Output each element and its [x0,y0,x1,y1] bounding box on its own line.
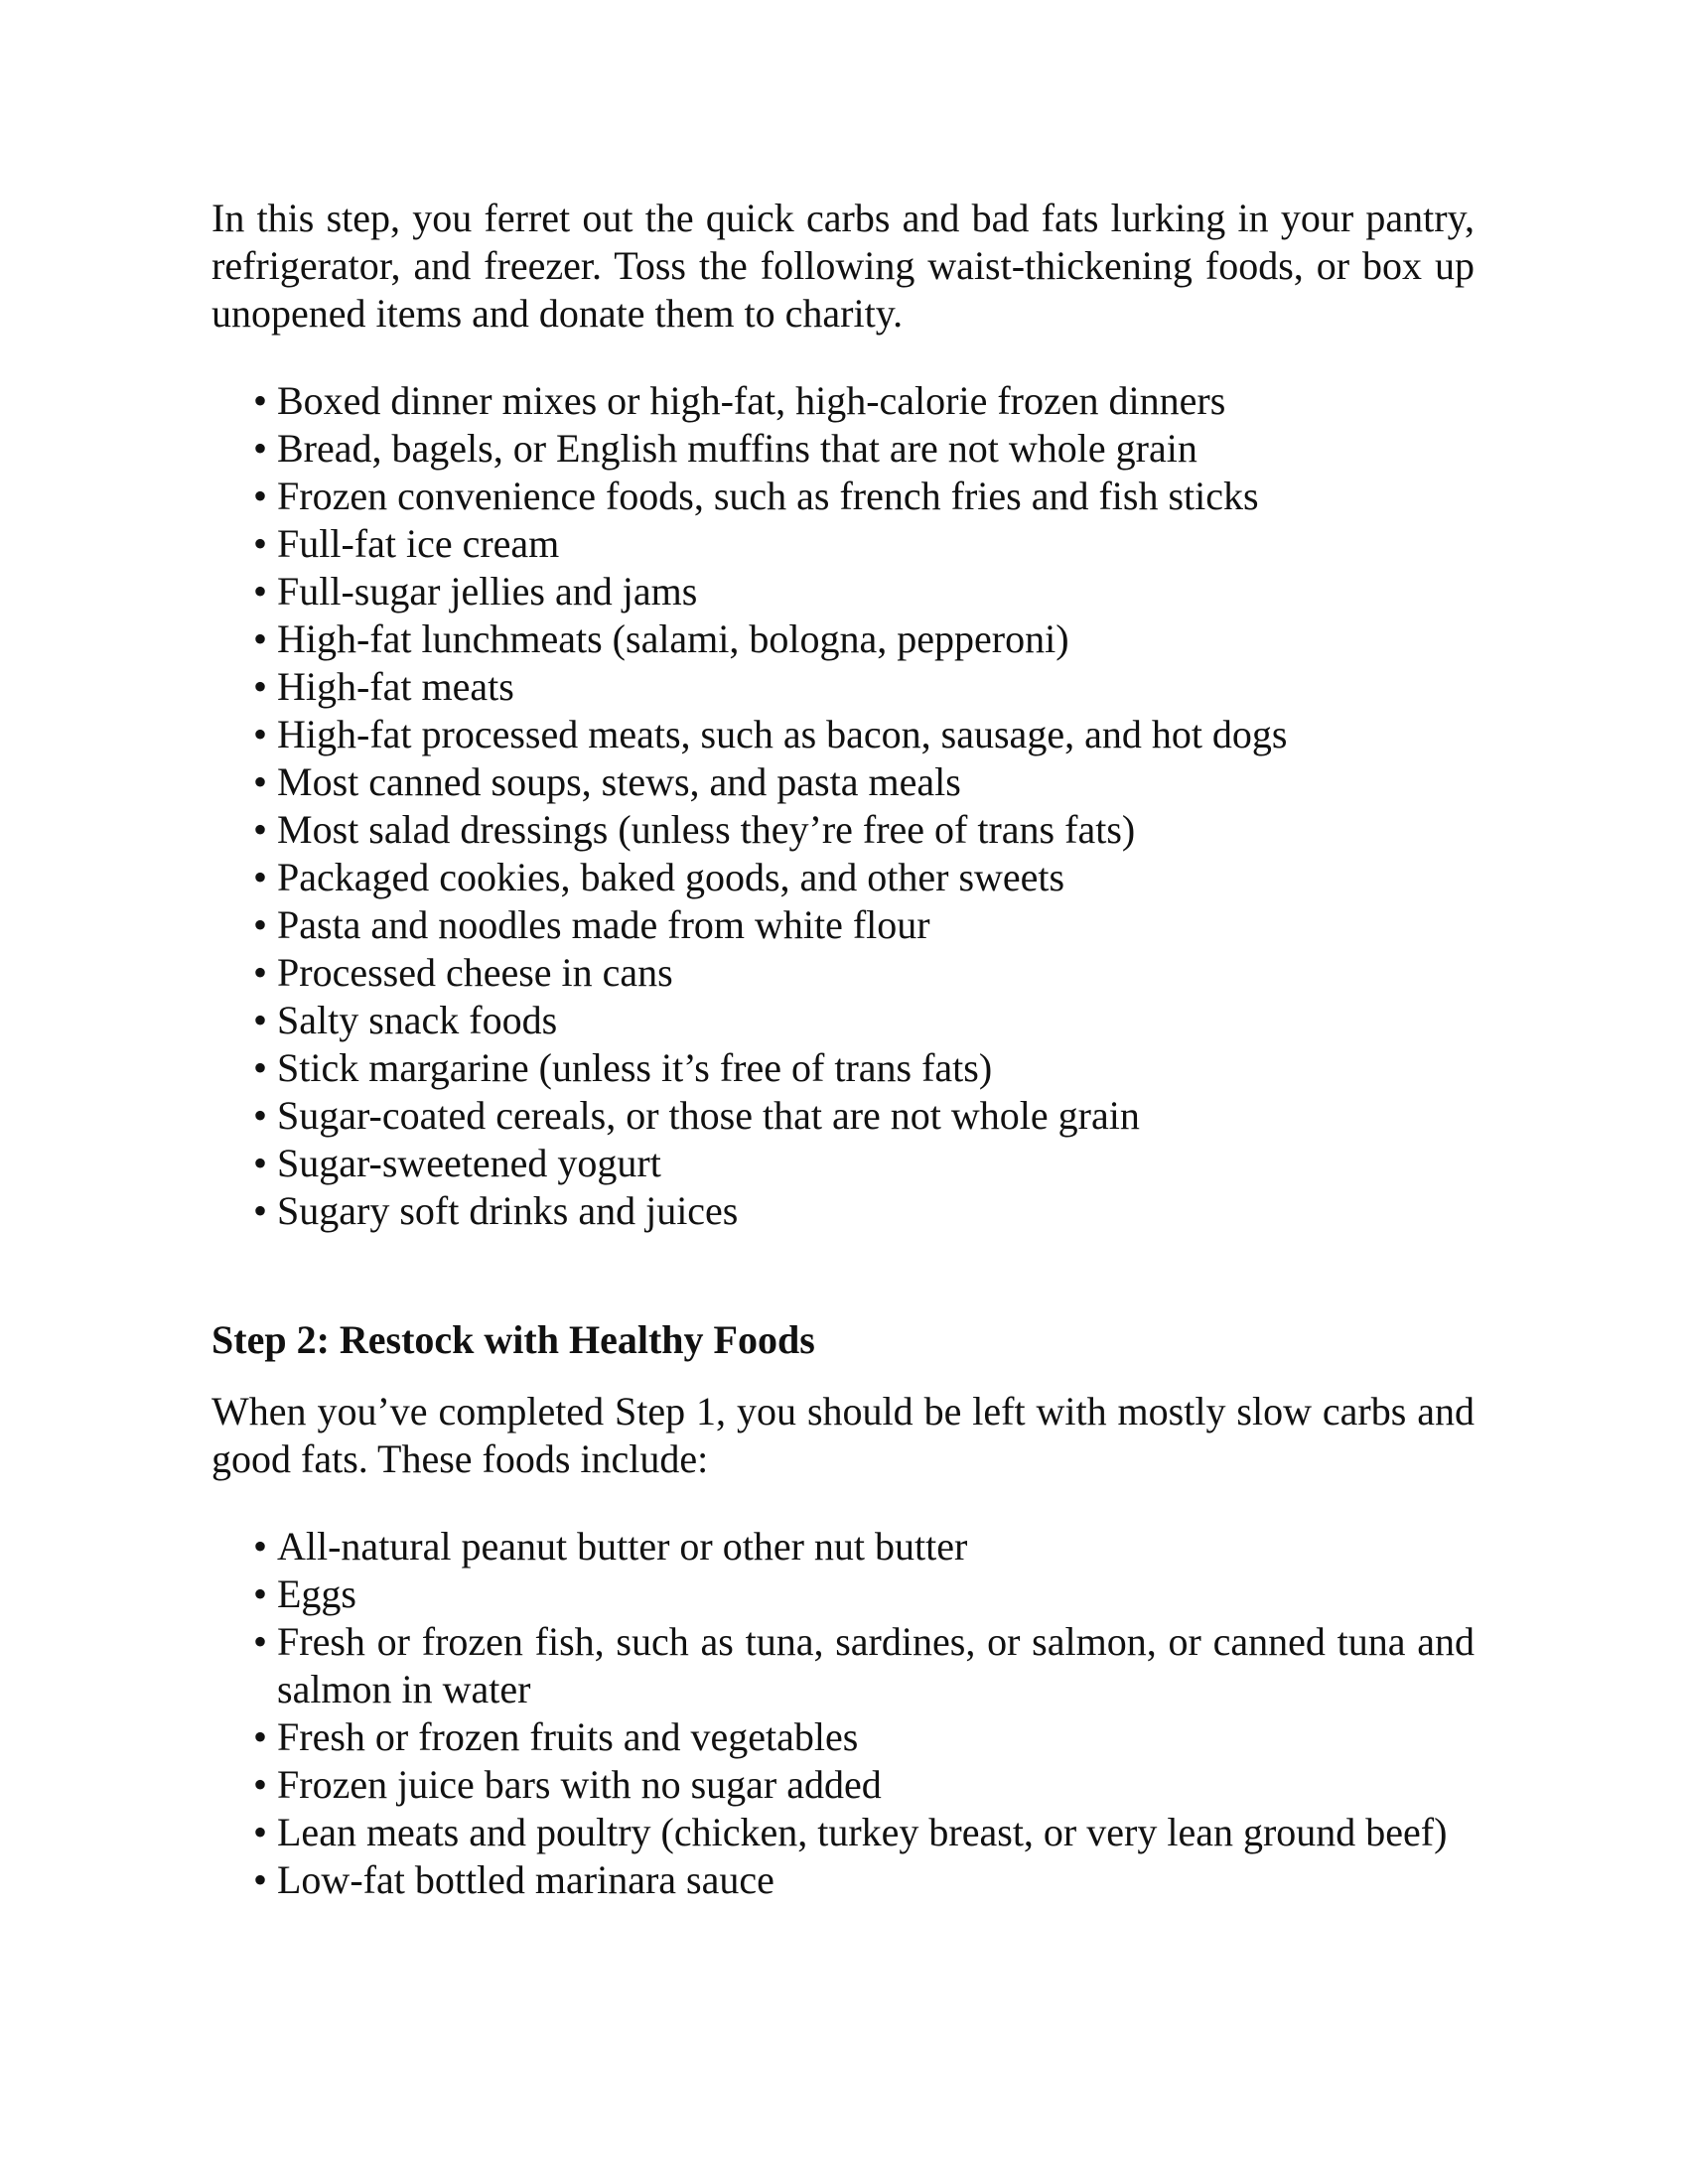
bullet-icon: • [253,664,268,709]
list-item-text: Frozen juice bars with no sugar added [277,1762,882,1807]
foods-to-toss-list [211,377,1475,1235]
list-item-text: Eggs [277,1571,356,1616]
bullet-icon: • [253,569,268,614]
bullet-icon: • [253,1141,268,1185]
list-item [253,854,1475,901]
list-item [253,473,1475,520]
list-item [253,377,1475,425]
list-item-text: High-fat meats [277,664,514,709]
bullet-icon: • [253,616,268,661]
bullet-icon: • [253,712,268,756]
list-item [253,1713,1475,1761]
list-item-text: Most salad dressings (unless they’re free of trans fats) [277,807,1136,852]
list-item-text: Packaged cookies, baked goods, and other sweets [277,855,1065,899]
list-item [253,1092,1475,1140]
bullet-icon: • [253,902,268,947]
bullet-icon: • [253,1810,268,1854]
list-item-text: Salty snack foods [277,998,558,1042]
foods-to-keep-list [211,1523,1475,1904]
bullet-icon: • [253,1714,268,1759]
list-item-text: Frozen convenience foods, such as french fries and fish sticks [277,474,1259,518]
list-item-text: Sugar-sweetened yogurt [277,1141,661,1185]
list-item-text: Stick margarine (unless it’s free of trans fats) [277,1045,993,1090]
bullet-icon: • [253,998,268,1042]
bullet-icon: • [253,1857,268,1902]
list-item-text: Bread, bagels, or English muffins that are not whole grain [277,426,1197,471]
list-item [253,425,1475,473]
list-item-text: Low-fat bottled marinara sauce [277,1857,774,1902]
bullet-icon: • [253,1093,268,1138]
bullet-icon: • [253,1619,268,1664]
list-item-text: All-natural peanut butter or other nut butter [277,1524,968,1569]
intro-paragraph: In this step, you ferret out the quick carbs and bad fats lurking in your pantry, refrigerator, and freezer. Toss the following waist-thickening foods, or box up unopened items and donate them to charity. [211,196,1475,336]
bullet-icon: • [253,1188,268,1233]
list-item [253,1618,1475,1713]
bullet-icon: • [253,1524,268,1569]
list-item-text: Full-sugar jellies and jams [277,569,698,614]
bullet-icon: • [253,378,268,423]
list-item-text: Most canned soups, stews, and pasta meals [277,759,961,804]
bullet-icon: • [253,759,268,804]
list-item [253,901,1475,949]
bullet-icon: • [253,426,268,471]
list-item [253,1761,1475,1809]
list-item [253,711,1475,758]
list-item-text: High-fat processed meats, such as bacon, sausage, and hot dogs [277,712,1288,756]
bullet-icon: • [253,1762,268,1807]
list-item [253,1570,1475,1618]
list-item [253,1809,1475,1856]
list-item-text: Sugar-coated cereals, or those that are not whole grain [277,1093,1140,1138]
list-item [253,1140,1475,1187]
list-item [253,1187,1475,1235]
bullet-icon: • [253,855,268,899]
list-item-text: Pasta and noodles made from white flour [277,902,930,947]
list-item [253,997,1475,1044]
list-item [253,758,1475,806]
document-page [211,195,1475,1904]
list-item-text: Processed cheese in cans [277,950,673,995]
list-item [253,806,1475,854]
list-item [253,1856,1475,1904]
list-item-text: Lean meats and poultry (chicken, turkey breast, or very lean ground beef) [277,1810,1448,1854]
list-item-text: Sugary soft drinks and juices [277,1188,739,1233]
list-item [253,520,1475,568]
step-2-intro-paragraph: When you’ve completed Step 1, you should be left with mostly slow carbs and good fats. These foods include: [211,1389,1475,1481]
list-item [253,1523,1475,1570]
bullet-icon: • [253,1045,268,1090]
list-item [253,663,1475,711]
list-item [253,615,1475,663]
bullet-icon: • [253,807,268,852]
bullet-icon: • [253,521,268,566]
list-item [253,949,1475,997]
list-item-text: Fresh or frozen fish, such as tuna, sardines, or salmon, or canned tuna and salmon in water [277,1619,1475,1711]
bullet-icon: • [253,950,268,995]
list-item [253,1044,1475,1092]
list-item-text: Boxed dinner mixes or high-fat, high-calorie frozen dinners [277,378,1226,423]
list-item-text: Fresh or frozen fruits and vegetables [277,1714,859,1759]
list-item [253,568,1475,615]
list-item-text: Full-fat ice cream [277,521,560,566]
step-2-heading: Step 2: Restock with Healthy Foods [211,1317,815,1362]
bullet-icon: • [253,474,268,518]
bullet-icon: • [253,1571,268,1616]
list-item-text: High-fat lunchmeats (salami, bologna, pepperoni) [277,616,1069,661]
